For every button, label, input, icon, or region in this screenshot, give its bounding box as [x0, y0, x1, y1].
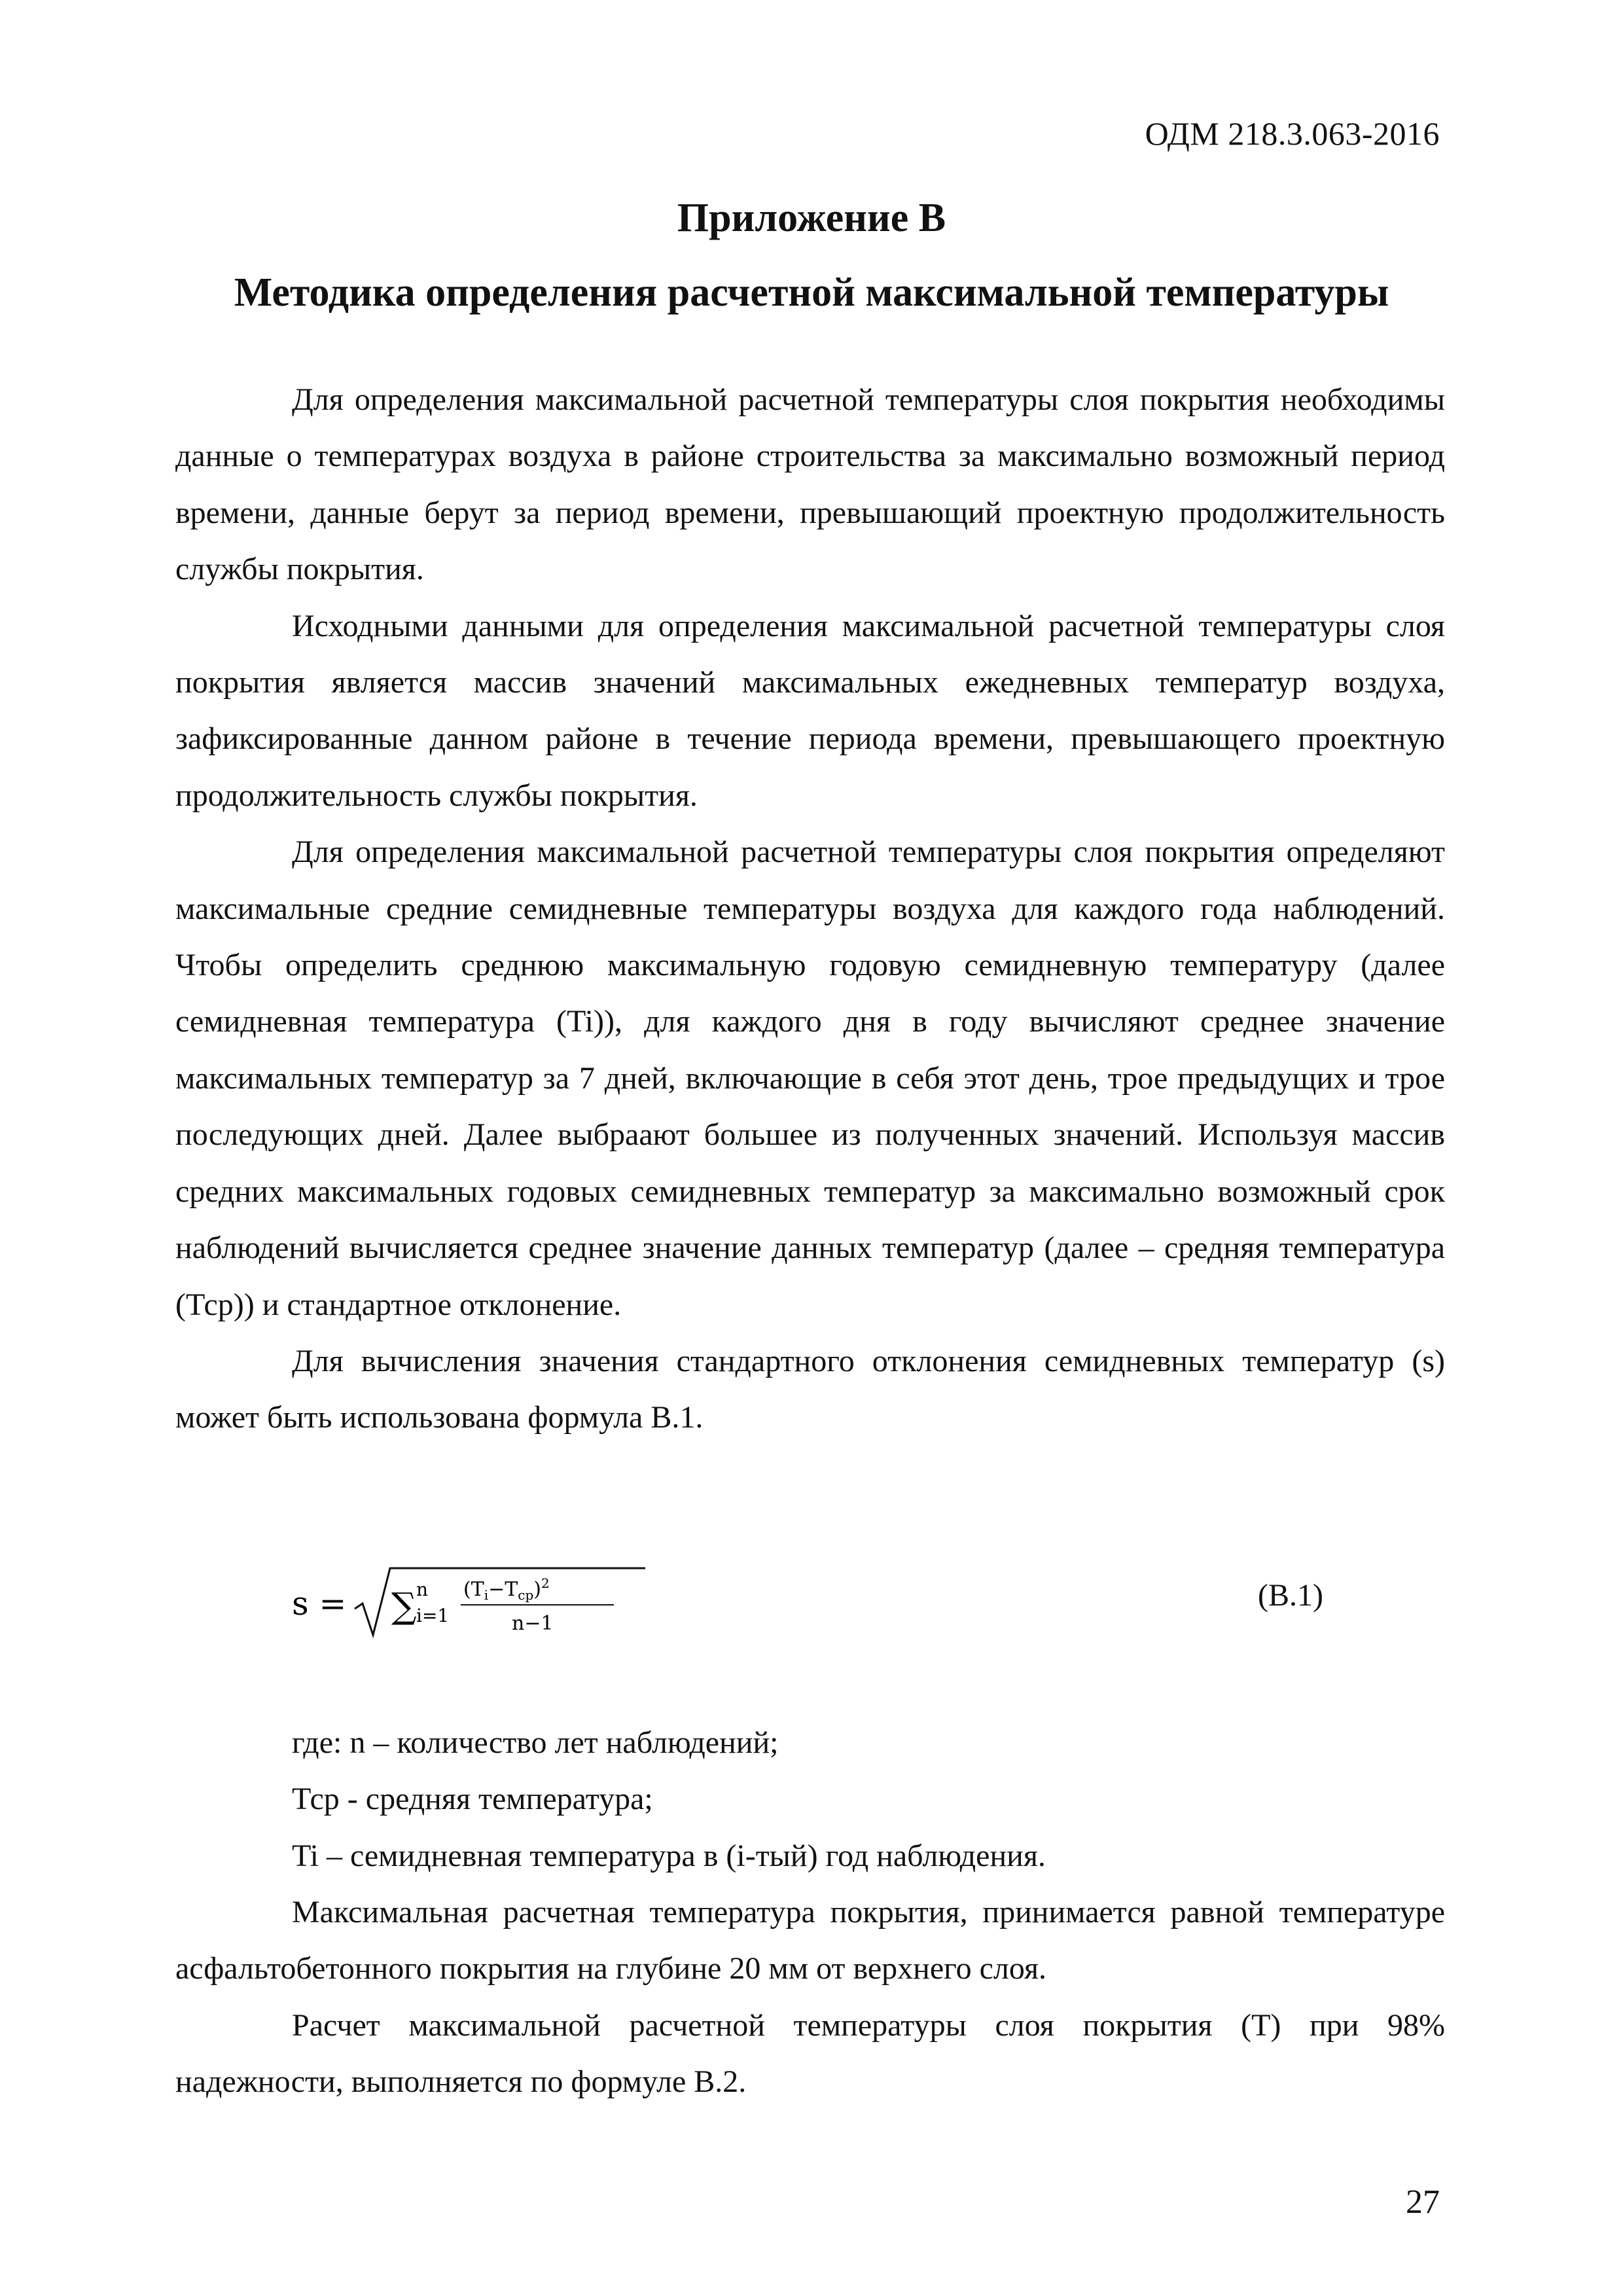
numerator-power: 2 — [541, 1575, 550, 1591]
lower-limit: i=1 — [416, 1605, 450, 1626]
numerator-sub-cp: cp — [518, 1587, 534, 1603]
numerator-sub-i: i — [484, 1587, 489, 1603]
denominator: n−1 — [512, 1612, 554, 1635]
formula-number: (В.1) — [1258, 1578, 1323, 1613]
paragraph: Для определения максимальной расчетной температуры слоя покрытия определяют максимальные средние семидневные температуры воздуха для каждого года наблюдений. Чтобы определить среднюю максимальную годовую семидневную температуру (далее семидневная температура (Ti)), для каждого дня в году вычисляют среднее значение максимальных температур за 7 дней, включающие в себя этот день, трое предыдущих и трое последующих дней. Далее выбраают большее из полученных значений. Используя массив средних максимальных годовых семидневных температур за максимально возможный срок наблюдений вычисляется среднее значение данных температур (далее – средняя температура (Тср)) и стандартное отклонение. — [175, 834, 1445, 1322]
body-text-before-formula — [175, 372, 1445, 1446]
paragraph: Максимальная расчетная температура покрытия, принимается равной температуре асфальтобетонного покрытия на глубине 20 мм от верхнего слоя. — [175, 1895, 1445, 1986]
document-code: ОДМ 218.3.063-2016 — [1145, 115, 1440, 152]
formula-svg — [292, 1558, 658, 1649]
body-text-after-formula — [175, 1884, 1445, 2111]
where-item: Ti – семидневная температура в (i-тый) год наблюдения. — [292, 1838, 1046, 1873]
upper-limit: n — [416, 1579, 429, 1600]
where-item: где: n – количество лет наблюдений; — [292, 1725, 779, 1760]
where-item: Тср - средняя температура; — [292, 1782, 653, 1817]
paragraph: Для вычисления значения стандартного отклонения семидневных температур (s) может быть использована формула В.1. — [175, 1343, 1445, 1435]
paragraph: Для определения максимальной расчетной температуры слоя покрытия необходимы данные о температурах воздуха в районе строительства за максимально возможный период времени, данные берут за период времени, превышающий проектную продолжительность службы покрытия. — [175, 382, 1445, 587]
where-list — [292, 1715, 1046, 1884]
numerator-minus: −T — [488, 1578, 518, 1601]
formula-b1 — [292, 1558, 658, 1649]
page-number: 27 — [1406, 2183, 1440, 2221]
paragraph: Расчет максимальной расчетной температуры слоя покрытия (Т) при 98% надежности, выполняется по формуле В.2. — [175, 2007, 1445, 2100]
paragraph: Исходными данными для определения максимальной расчетной температуры слоя покрытия является массив значений максимальных ежедневных температур воздуха, зафиксированные данном районе в течение периода времени, превышающего проектную продолжительность службы покрытия. — [175, 608, 1445, 813]
method-title: Методика определения расчетной максимальной температуры — [234, 270, 1389, 315]
numerator — [463, 1575, 550, 1603]
appendix-title: Приложение В — [677, 196, 946, 240]
formula-row — [175, 1558, 1445, 1649]
sum-symbol: ∑ — [391, 1585, 417, 1626]
numerator-open: (T — [463, 1578, 484, 1601]
formula-lhs: s = — [292, 1585, 347, 1623]
numerator-close: ) — [533, 1578, 542, 1601]
